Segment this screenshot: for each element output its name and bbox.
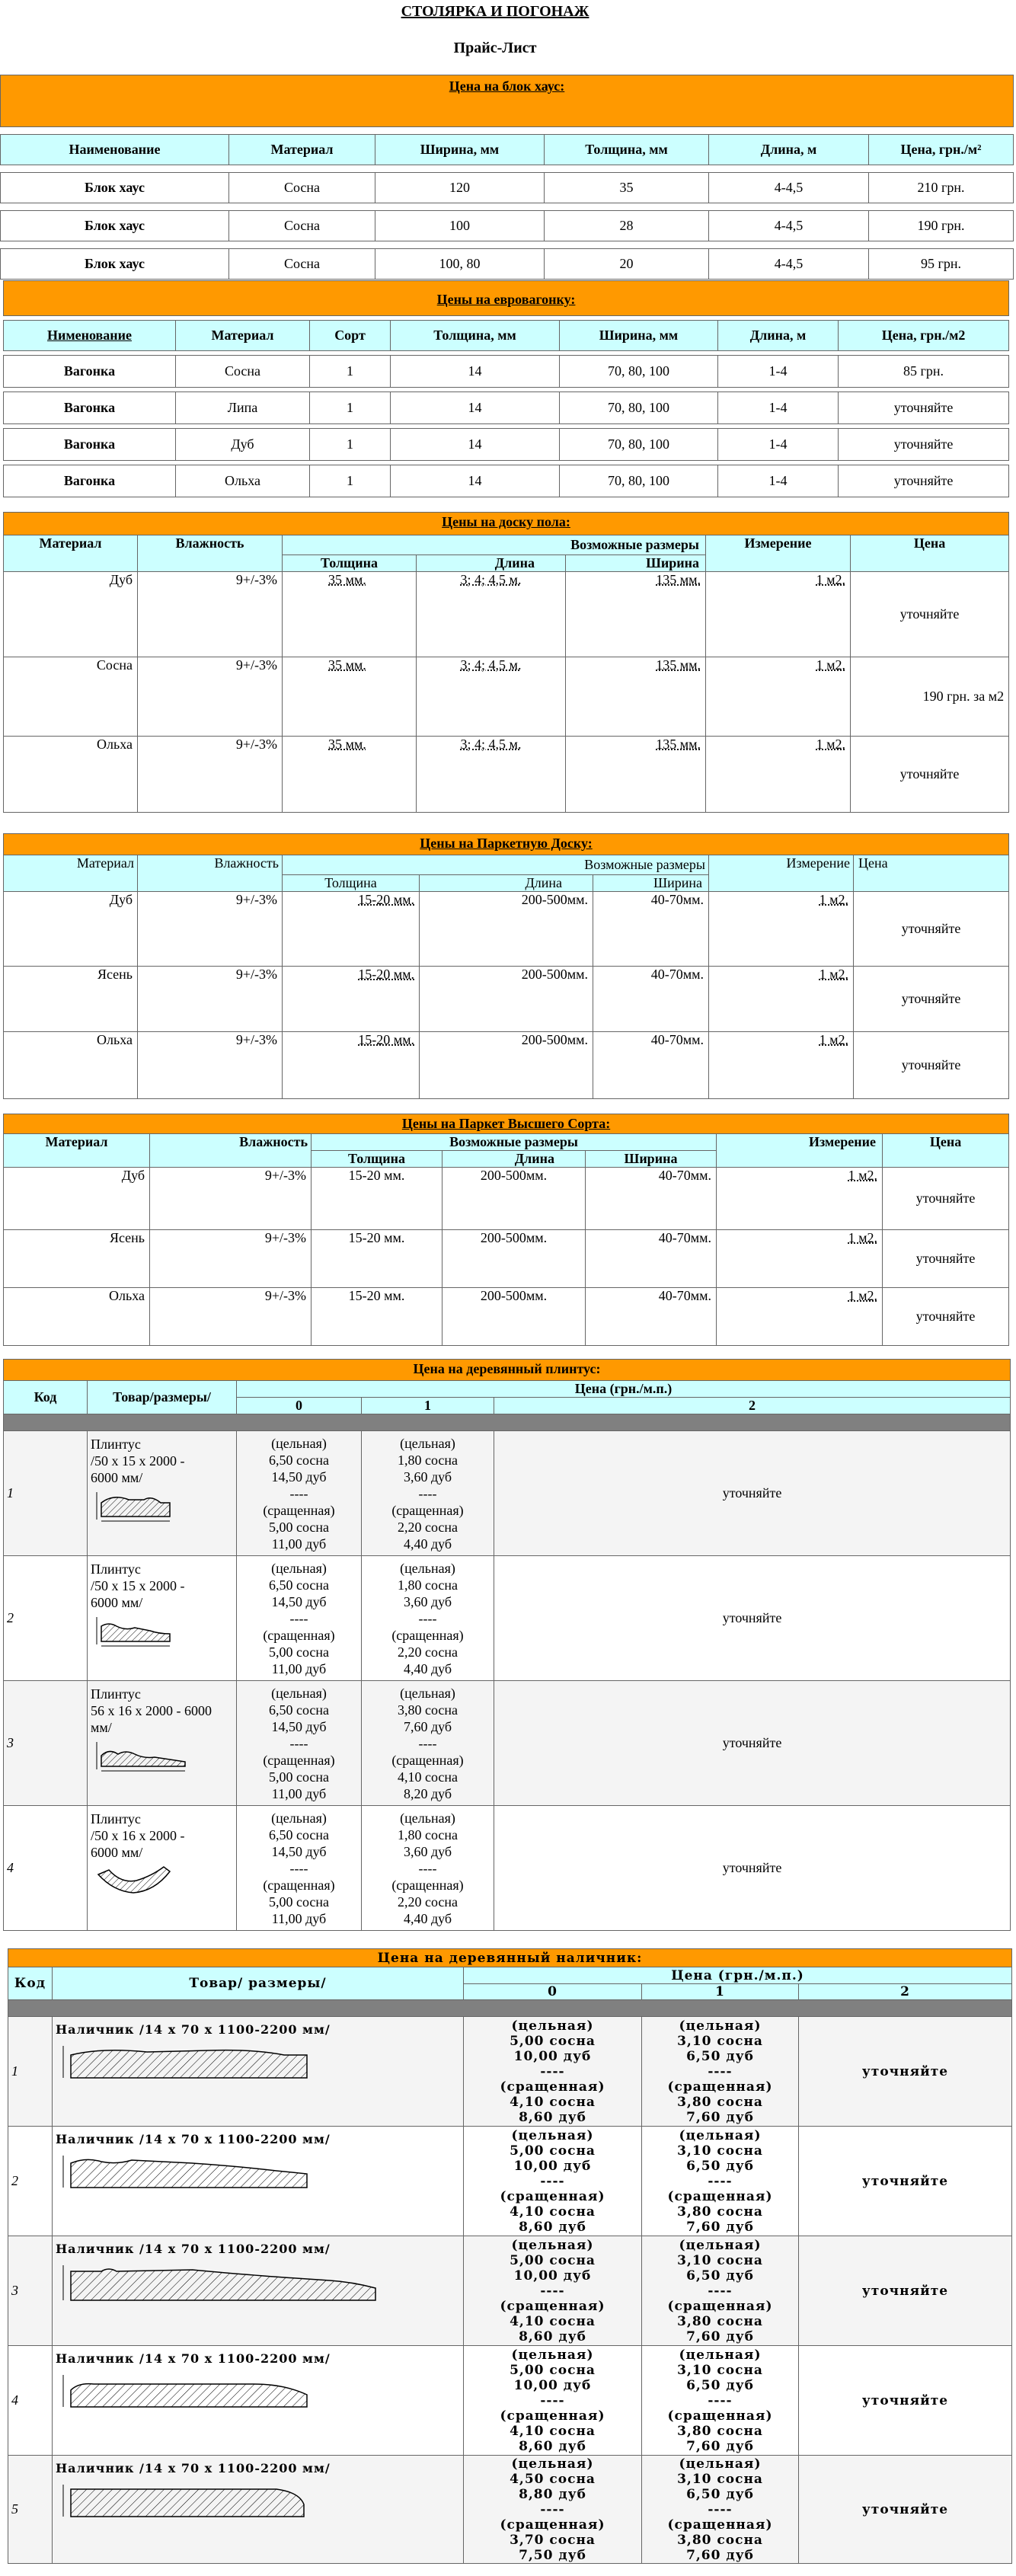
plinth-header-code: Код bbox=[4, 1381, 88, 1414]
casing-header-col: 1 bbox=[642, 1984, 799, 2000]
lining-title: Цены на евровагонку: bbox=[4, 281, 1009, 316]
price-col-1 bbox=[642, 2346, 799, 2456]
plinth-profile-icon bbox=[91, 1861, 182, 1899]
plinth-section bbox=[3, 1359, 1010, 1931]
parquet-header-humidity: Влажность bbox=[138, 855, 283, 892]
product-name: Плинтус /50 х 15 х 2000 - 6000 мм/ bbox=[91, 1437, 185, 1485]
material: Дуб bbox=[4, 1168, 150, 1230]
price-col-1 bbox=[362, 1431, 494, 1556]
price-col-0-text: (цельная) 5,00 сосна 10,00 дуб ---- (сращенная) 4,10 сосна 8,60 дуб bbox=[500, 2237, 605, 2344]
premium-section bbox=[3, 1114, 1008, 1346]
length: 200-500мм. bbox=[420, 967, 593, 1032]
material: Ольха bbox=[4, 737, 138, 813]
blockhouse-header: Ширина, мм bbox=[375, 135, 545, 165]
plinth-table bbox=[3, 1359, 1011, 1931]
width: 100 bbox=[375, 211, 545, 241]
casing-section bbox=[8, 1948, 1011, 2564]
humidity: 9+/-3% bbox=[138, 657, 283, 737]
floor-header-price: Цена bbox=[851, 535, 1009, 572]
material: Сосна bbox=[229, 211, 375, 241]
width: 135 мм. bbox=[566, 657, 706, 737]
parquet-header-unit: Измерение bbox=[709, 855, 854, 892]
lining-header: Длина, м bbox=[718, 321, 839, 351]
price: 210 грн. bbox=[869, 173, 1014, 203]
material: Сосна bbox=[4, 657, 138, 737]
price: уточняйте bbox=[854, 1032, 1009, 1099]
thickness: 35 мм. bbox=[283, 572, 417, 657]
price-col-0-text: (цельная) 6,50 сосна 14,50 дуб ---- (сращенная) 5,00 сосна 11,00 дуб bbox=[263, 1435, 335, 1552]
product-name: Вагонка bbox=[4, 465, 176, 497]
product-name: Наличник /14 х 70 х 1100-2200 мм/ bbox=[56, 2132, 331, 2146]
width: 40-70мм. bbox=[593, 1032, 709, 1099]
lining-header: Сорт bbox=[310, 321, 391, 351]
table-row bbox=[4, 1230, 1009, 1288]
humidity: 9+/-3% bbox=[138, 1032, 283, 1099]
premium-header-width: Ширина bbox=[586, 1151, 717, 1168]
table-row bbox=[8, 2346, 1012, 2456]
length: 3; 4; 4,5 м. bbox=[417, 572, 566, 657]
length: 3; 4; 4,5 м. bbox=[417, 737, 566, 813]
price-col-2: уточняйте bbox=[494, 1431, 1011, 1556]
plinth-profile-icon bbox=[91, 1486, 182, 1524]
price-col-1 bbox=[362, 1681, 494, 1806]
floor-header-width: Ширина bbox=[566, 555, 706, 572]
unit: 1 м2. bbox=[717, 1168, 883, 1230]
price-col-2: уточняйте bbox=[494, 1556, 1011, 1681]
plinth-header-price: Цена (грн./м.п.) bbox=[237, 1381, 1011, 1398]
table-row bbox=[1, 173, 1014, 203]
length: 1-4 bbox=[718, 392, 839, 424]
width: 135 мм. bbox=[566, 737, 706, 813]
lining-header: Толщина, мм bbox=[391, 321, 560, 351]
price: уточняйте bbox=[854, 892, 1009, 967]
premium-header-price: Цена bbox=[883, 1134, 1009, 1168]
plinth-header-col: 0 bbox=[237, 1398, 362, 1414]
width: 70, 80, 100 bbox=[560, 429, 718, 461]
casing-header-col: 0 bbox=[464, 1984, 642, 2000]
product-name: Вагонка bbox=[4, 429, 176, 461]
length: 4-4,5 bbox=[709, 211, 869, 241]
premium-header-thickness: Толщина bbox=[312, 1151, 443, 1168]
plinth-title: Цена на деревянный плинтус: bbox=[4, 1360, 1011, 1381]
parquet-section bbox=[3, 833, 1008, 1099]
price-col-1 bbox=[642, 2017, 799, 2127]
thickness: 15-20 мм. bbox=[312, 1230, 443, 1288]
price-col-1-text: (цельная) 3,10 сосна 6,50 дуб ---- (сращенная) 3,80 сосна 7,60 дуб bbox=[667, 2347, 773, 2454]
price-col-0 bbox=[237, 1681, 362, 1806]
blockhouse-table bbox=[0, 75, 1014, 280]
price-col-1 bbox=[642, 2127, 799, 2236]
thickness: 14 bbox=[391, 392, 560, 424]
price: уточняйте bbox=[839, 465, 1009, 497]
price: уточняйте bbox=[883, 1230, 1009, 1288]
premium-title: Цены на Паркет Высшего Сорта: bbox=[4, 1114, 1009, 1134]
grade: 1 bbox=[310, 356, 391, 388]
casing-header-price: Цена (грн./м.п.) bbox=[464, 1967, 1012, 1984]
price-col-1 bbox=[642, 2456, 799, 2564]
document-title: СТОЛЯРКА И ПОГОНАЖ bbox=[401, 3, 589, 20]
thickness: 14 bbox=[391, 356, 560, 388]
price: уточняйте bbox=[883, 1288, 1009, 1346]
price: уточняйте bbox=[883, 1168, 1009, 1230]
product-name: Вагонка bbox=[4, 392, 176, 424]
parquet-header-material: Материал bbox=[4, 855, 138, 892]
material: Ольха bbox=[176, 465, 310, 497]
material: Ольха bbox=[4, 1032, 138, 1099]
casing-table bbox=[8, 1948, 1012, 2564]
blockhouse-header: Материал bbox=[229, 135, 375, 165]
material: Дуб bbox=[4, 892, 138, 967]
length: 200-500мм. bbox=[443, 1168, 586, 1230]
premium-header-length: Длина bbox=[443, 1151, 586, 1168]
humidity: 9+/-3% bbox=[138, 967, 283, 1032]
premium-header-sizes: Возможные размеры bbox=[312, 1134, 717, 1151]
price-col-0 bbox=[237, 1556, 362, 1681]
width: 100, 80 bbox=[375, 249, 545, 280]
price-col-0 bbox=[237, 1431, 362, 1556]
thickness: 35 bbox=[545, 173, 709, 203]
table-row bbox=[8, 2127, 1012, 2236]
price-col-1-text: (цельная) 3,10 сосна 6,50 дуб ---- (сращенная) 3,80 сосна 7,60 дуб bbox=[667, 2237, 773, 2344]
parquet-header-length: Длина bbox=[420, 875, 593, 892]
width: 70, 80, 100 bbox=[560, 465, 718, 497]
blockhouse-title: Цена на блок хаус: bbox=[1, 75, 1014, 127]
product-name: Блок хаус bbox=[1, 173, 229, 203]
price-col-1-text: (цельная) 3,10 сосна 6,50 дуб ---- (сращенная) 3,80 сосна 7,60 дуб bbox=[667, 2456, 773, 2563]
price-col-0-text: (цельная) 6,50 сосна 14,50 дуб ---- (сращенная) 5,00 сосна 11,00 дуб bbox=[263, 1685, 335, 1801]
unit: 1 м2. bbox=[706, 737, 851, 813]
price-col-2: уточняйте bbox=[799, 2346, 1012, 2456]
material: Дуб bbox=[4, 572, 138, 657]
product-name: Плинтус /50 х 15 х 2000 - 6000 мм/ bbox=[91, 1561, 185, 1610]
price-col-1 bbox=[362, 1806, 494, 1931]
thickness: 28 bbox=[545, 211, 709, 241]
unit: 1 м2. bbox=[709, 892, 854, 967]
material: Дуб bbox=[176, 429, 310, 461]
thickness: 35 мм. bbox=[283, 737, 417, 813]
price: 190 грн. bbox=[869, 211, 1014, 241]
table-row bbox=[4, 892, 1009, 967]
width: 40-70мм. bbox=[593, 967, 709, 1032]
table-row bbox=[4, 1806, 1011, 1931]
grade: 1 bbox=[310, 429, 391, 461]
unit: 1 м2. bbox=[717, 1230, 883, 1288]
product-name: Наличник /14 х 70 х 1100-2200 мм/ bbox=[56, 2242, 331, 2256]
thickness: 35 мм. bbox=[283, 657, 417, 737]
length: 1-4 bbox=[718, 356, 839, 388]
plinth-profile-icon bbox=[91, 1611, 182, 1649]
premium-table bbox=[3, 1114, 1009, 1346]
product-code: 1 bbox=[4, 1431, 88, 1556]
material: Ольха bbox=[4, 1288, 150, 1346]
product-name: Плинтус 56 х 16 х 2000 - 6000 мм/ bbox=[91, 1686, 212, 1735]
plinth-header-product: Товар/размеры/ bbox=[88, 1381, 237, 1414]
price-col-0-text: (цельная) 5,00 сосна 10,00 дуб ---- (сращенная) 4,10 сосна 8,60 дуб bbox=[500, 2018, 605, 2125]
width: 40-70мм. bbox=[593, 892, 709, 967]
width: 135 мм. bbox=[566, 572, 706, 657]
price-col-1-text: (цельная) 1,80 сосна 3,60 дуб ---- (сращенная) 2,20 сосна 4,40 дуб bbox=[391, 1435, 464, 1552]
lining-header: Цена, грн./м2 bbox=[839, 321, 1009, 351]
product-code: 3 bbox=[8, 2236, 53, 2346]
price-col-0-text: (цельная) 5,00 сосна 10,00 дуб ---- (сращенная) 4,10 сосна 8,60 дуб bbox=[500, 2127, 605, 2235]
price-col-0-text: (цельная) 6,50 сосна 14,50 дуб ---- (сращенная) 5,00 сосна 11,00 дуб bbox=[263, 1810, 335, 1926]
length: 200-500мм. bbox=[420, 892, 593, 967]
product-cell bbox=[53, 2456, 464, 2564]
product-name: Наличник /14 х 70 х 1100-2200 мм/ bbox=[56, 2351, 331, 2366]
price-col-2: уточняйте bbox=[799, 2236, 1012, 2346]
table-row bbox=[4, 1681, 1011, 1806]
length: 4-4,5 bbox=[709, 249, 869, 280]
price: 95 грн. bbox=[869, 249, 1014, 280]
table-row bbox=[4, 392, 1009, 424]
floor-header-thickness: Толщина bbox=[283, 555, 417, 572]
width: 40-70мм. bbox=[586, 1168, 717, 1230]
thickness: 15-20 мм. bbox=[312, 1288, 443, 1346]
price-col-1-text: (цельная) 3,10 сосна 6,50 дуб ---- (сращенная) 3,80 сосна 7,60 дуб bbox=[667, 2018, 773, 2125]
product-cell bbox=[53, 2346, 464, 2456]
price-col-1-text: (цельная) 1,80 сосна 3,60 дуб ---- (сращенная) 2,20 сосна 4,40 дуб bbox=[391, 1810, 464, 1926]
product-name: Плинтус /50 х 16 х 2000 - 6000 мм/ bbox=[91, 1811, 185, 1860]
product-cell bbox=[88, 1431, 237, 1556]
width: 70, 80, 100 bbox=[560, 392, 718, 424]
casing-profile-icon bbox=[56, 2258, 391, 2306]
lining-section bbox=[3, 280, 1008, 497]
width: 70, 80, 100 bbox=[560, 356, 718, 388]
product-code: 5 bbox=[8, 2456, 53, 2564]
width: 40-70мм. bbox=[586, 1288, 717, 1346]
product-name: Блок хаус bbox=[1, 249, 229, 280]
thickness: 20 bbox=[545, 249, 709, 280]
humidity: 9+/-3% bbox=[150, 1230, 312, 1288]
product-name: Блок хаус bbox=[1, 211, 229, 241]
material: Ясень bbox=[4, 1230, 150, 1288]
unit: 1 м2. bbox=[709, 967, 854, 1032]
floor-table bbox=[3, 512, 1009, 813]
table-row bbox=[8, 2236, 1012, 2346]
price: уточняйте bbox=[851, 737, 1009, 813]
price: 85 грн. bbox=[839, 356, 1009, 388]
parquet-header-price: Цена bbox=[854, 855, 1009, 892]
price-col-2: уточняйте bbox=[799, 2017, 1012, 2127]
lining-header: Ширина, мм bbox=[560, 321, 718, 351]
price-col-0 bbox=[464, 2236, 642, 2346]
product-cell bbox=[88, 1806, 237, 1931]
floor-header-length: Длина bbox=[417, 555, 566, 572]
price-col-2: уточняйте bbox=[494, 1681, 1011, 1806]
floor-header-humidity: Влажность bbox=[138, 535, 283, 572]
table-row bbox=[4, 465, 1009, 497]
table-row bbox=[4, 967, 1009, 1032]
price-col-1 bbox=[642, 2236, 799, 2346]
premium-header-humidity: Влажность bbox=[150, 1134, 312, 1168]
casing-header-code: Код bbox=[8, 1967, 53, 2000]
table-row bbox=[8, 2456, 1012, 2564]
product-cell bbox=[53, 2127, 464, 2236]
humidity: 9+/-3% bbox=[138, 572, 283, 657]
table-row bbox=[4, 356, 1009, 388]
thickness: 15-20 мм. bbox=[312, 1168, 443, 1230]
grade: 1 bbox=[310, 465, 391, 497]
casing-profile-icon bbox=[56, 2477, 315, 2523]
floor-header-material: Материал bbox=[4, 535, 138, 572]
casing-profile-icon bbox=[56, 2148, 315, 2194]
price: уточняйте bbox=[839, 392, 1009, 424]
price-col-0 bbox=[237, 1806, 362, 1931]
product-name: Наличник /14 х 70 х 1100-2200 мм/ bbox=[56, 2022, 331, 2037]
length: 1-4 bbox=[718, 465, 839, 497]
price-col-1-text: (цельная) 1,80 сосна 3,60 дуб ---- (сращенная) 2,20 сосна 4,40 дуб bbox=[391, 1560, 464, 1676]
blockhouse-header: Длина, м bbox=[709, 135, 869, 165]
plinth-header-col: 2 bbox=[494, 1398, 1011, 1414]
floor-header-sizes: Возможные размеры bbox=[283, 535, 706, 555]
thickness: 14 bbox=[391, 465, 560, 497]
length: 3; 4; 4,5 м. bbox=[417, 657, 566, 737]
blockhouse-header: Толщина, мм bbox=[545, 135, 709, 165]
casing-header-product: Товар/ размеры/ bbox=[53, 1967, 464, 2000]
blockhouse-section bbox=[0, 75, 1013, 280]
parquet-table bbox=[3, 833, 1009, 1099]
price-col-2: уточняйте bbox=[494, 1806, 1011, 1931]
plinth-header-col: 1 bbox=[362, 1398, 494, 1414]
table-row bbox=[4, 1168, 1009, 1230]
product-code: 4 bbox=[4, 1806, 88, 1931]
unit: 1 м2. bbox=[717, 1288, 883, 1346]
table-row bbox=[4, 572, 1009, 657]
thickness: 15-20 мм. bbox=[283, 967, 420, 1032]
parquet-title: Цены на Паркетную Доску: bbox=[4, 834, 1009, 855]
material: Ясень bbox=[4, 967, 138, 1032]
document-subtitle: Прайс-Лист bbox=[453, 40, 537, 56]
unit: 1 м2. bbox=[709, 1032, 854, 1099]
price-col-2: уточняйте bbox=[799, 2127, 1012, 2236]
price-col-0-text: (цельная) 5,00 сосна 10,00 дуб ---- (сращенная) 4,10 сосна 8,60 дуб bbox=[500, 2347, 605, 2454]
casing-profile-icon bbox=[56, 2367, 315, 2413]
premium-header-unit: Измерение bbox=[717, 1134, 883, 1168]
thickness: 15-20 мм. bbox=[283, 892, 420, 967]
floor-title: Цены на доску пола: bbox=[4, 513, 1009, 535]
casing-title: Цена на деревянный наличник: bbox=[8, 1949, 1012, 1967]
product-cell bbox=[53, 2236, 464, 2346]
floor-section bbox=[3, 512, 1008, 813]
product-name: Наличник /14 х 70 х 1100-2200 мм/ bbox=[56, 2461, 331, 2475]
humidity: 9+/-3% bbox=[138, 737, 283, 813]
price: уточняйте bbox=[839, 429, 1009, 461]
width: 40-70мм. bbox=[586, 1230, 717, 1288]
product-cell bbox=[88, 1556, 237, 1681]
premium-header-material: Материал bbox=[4, 1134, 150, 1168]
product-code: 1 bbox=[8, 2017, 53, 2127]
product-code: 2 bbox=[4, 1556, 88, 1681]
grade: 1 bbox=[310, 392, 391, 424]
price-col-0 bbox=[464, 2456, 642, 2564]
table-row bbox=[4, 429, 1009, 461]
thickness: 15-20 мм. bbox=[283, 1032, 420, 1099]
unit: 1 м2. bbox=[706, 657, 851, 737]
price-col-1 bbox=[362, 1556, 494, 1681]
table-row bbox=[1, 211, 1014, 241]
blockhouse-header: Наименование bbox=[1, 135, 229, 165]
table-row bbox=[4, 1556, 1011, 1681]
material: Сосна bbox=[176, 356, 310, 388]
humidity: 9+/-3% bbox=[150, 1288, 312, 1346]
length: 4-4,5 bbox=[709, 173, 869, 203]
length: 200-500мм. bbox=[420, 1032, 593, 1099]
price-col-2: уточняйте bbox=[799, 2456, 1012, 2564]
price-col-0 bbox=[464, 2127, 642, 2236]
price: 190 грн. за м2 bbox=[851, 657, 1009, 737]
lining-table bbox=[3, 280, 1009, 497]
blockhouse-header: Цена, грн./м² bbox=[869, 135, 1014, 165]
table-row bbox=[8, 2017, 1012, 2127]
price-col-0 bbox=[464, 2346, 642, 2456]
table-row bbox=[4, 1431, 1011, 1556]
casing-header-col: 2 bbox=[799, 1984, 1012, 2000]
floor-header-unit: Измерение bbox=[706, 535, 851, 572]
price-col-0-text: (цельная) 4,50 сосна 8,80 дуб ---- (сращенная) 3,70 сосна 7,50 дуб bbox=[500, 2456, 605, 2563]
table-row bbox=[4, 737, 1009, 813]
product-cell bbox=[88, 1681, 237, 1806]
lining-header: Материал bbox=[176, 321, 310, 351]
product-code: 3 bbox=[4, 1681, 88, 1806]
parquet-header-width: Ширина bbox=[593, 875, 709, 892]
material: Липа bbox=[176, 392, 310, 424]
unit: 1 м2. bbox=[706, 572, 851, 657]
price-col-1-text: (цельная) 3,10 сосна 6,50 дуб ---- (сращенная) 3,80 сосна 7,60 дуб bbox=[667, 2127, 773, 2235]
material: Сосна bbox=[229, 173, 375, 203]
thickness: 14 bbox=[391, 429, 560, 461]
material: Сосна bbox=[229, 249, 375, 280]
plinth-profile-icon bbox=[91, 1736, 197, 1774]
parquet-header-thickness: Толщина bbox=[283, 875, 420, 892]
product-cell bbox=[53, 2017, 464, 2127]
lining-header: Нименование bbox=[4, 321, 176, 351]
width: 120 bbox=[375, 173, 545, 203]
table-row bbox=[4, 1032, 1009, 1099]
humidity: 9+/-3% bbox=[150, 1168, 312, 1230]
table-row bbox=[1, 249, 1014, 280]
price-col-1-text: (цельная) 3,80 сосна 7,60 дуб ---- (сращенная) 4,10 сосна 8,20 дуб bbox=[391, 1685, 464, 1801]
casing-profile-icon bbox=[56, 2038, 315, 2084]
length: 200-500мм. bbox=[443, 1288, 586, 1346]
parquet-header-sizes: Возможные размеры bbox=[283, 855, 709, 875]
humidity: 9+/-3% bbox=[138, 892, 283, 967]
price-col-0 bbox=[464, 2017, 642, 2127]
price-col-0-text: (цельная) 6,50 сосна 14,50 дуб ---- (сращенная) 5,00 сосна 11,00 дуб bbox=[263, 1560, 335, 1676]
product-code: 2 bbox=[8, 2127, 53, 2236]
table-row bbox=[4, 657, 1009, 737]
product-code: 4 bbox=[8, 2346, 53, 2456]
product-name: Вагонка bbox=[4, 356, 176, 388]
price: уточняйте bbox=[851, 572, 1009, 657]
length: 1-4 bbox=[718, 429, 839, 461]
table-row bbox=[4, 1288, 1009, 1346]
length: 200-500мм. bbox=[443, 1230, 586, 1288]
price: уточняйте bbox=[854, 967, 1009, 1032]
